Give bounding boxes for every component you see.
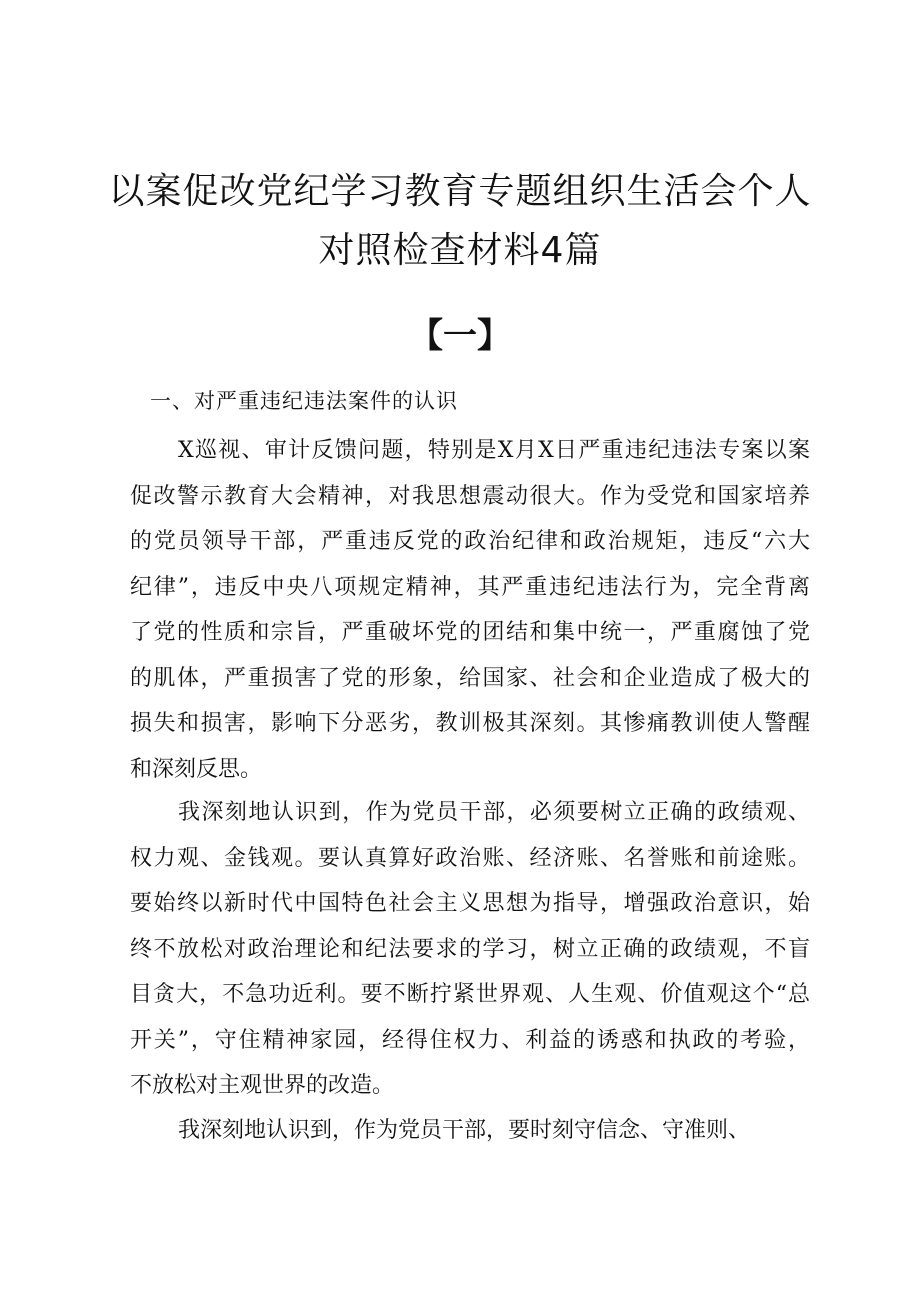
paragraph-line: 我深刻地认识到，作为党员干部，必须要树立正确的政绩观、 [178, 800, 810, 825]
paragraph-line: 终不放松对政治理论和纪法要求的学习，树立正确的政绩观，不盲 [130, 936, 810, 962]
paragraph-line: 促改警示教育大会精神，对我思想震动很大。作为受党和国家培养 [130, 483, 810, 509]
document-title-line-2: 对照检查材料4篇 [318, 230, 602, 271]
paragraph-line: 要始终以新时代中国特色社会主义思想为指导，增强政治意识，始 [130, 891, 810, 916]
paragraph-line: X巡视、审计反馈问题，特别是X月X日严重违纪违法专案以案 [178, 438, 810, 463]
paragraph-line: 权力观、金钱观。要认真算好政治账、经济账、名誉账和前途账。 [130, 845, 810, 871]
paragraph-3 [130, 1108, 810, 1154]
paragraph-line: 开关”，守住精神家园，经得住权力、利益的诱惑和执政的考验， [130, 1027, 810, 1053]
paragraph-line: 和深刻反思。 [130, 756, 263, 782]
section-heading: 一、对严重违纪违法案件的认识 [150, 389, 458, 413]
paragraph-line: 纪律”，违反中央八项规定精神，其严重违纪违法行为，完全背离 [130, 574, 810, 600]
paragraph-line: 目贪大，不急功近利。要不断拧紧世界观、人生观、价值观这个“总 [130, 982, 810, 1007]
paragraph-2 [130, 790, 810, 1109]
section-number: 【一】 [409, 316, 511, 356]
paragraph-line: 不放松对主观世界的改造。 [130, 1073, 395, 1098]
paragraph-line: 的肌体，严重损害了党的形象，给国家、社会和企业造成了极大的 [130, 665, 810, 691]
paragraph-line: 的党员领导干部，严重违反党的政治纪律和政治规矩，违反“六大 [130, 529, 810, 554]
paragraph-line: 我深刻地认识到，作为党员干部，要时刻守信念、守准则、 [178, 1118, 751, 1143]
paragraph-line: 损失和损害，影响下分恶劣，教训极其深刻。其惨痛教训使人警醒 [130, 711, 810, 736]
paragraph-1 [130, 428, 810, 792]
paragraph-line: 了党的性质和宗旨，严重破坏党的团结和集中统一，严重腐蚀了党 [130, 620, 810, 645]
document-title-line-1: 以案促改党纪学习教育专题组织生活会个人 [108, 171, 812, 212]
